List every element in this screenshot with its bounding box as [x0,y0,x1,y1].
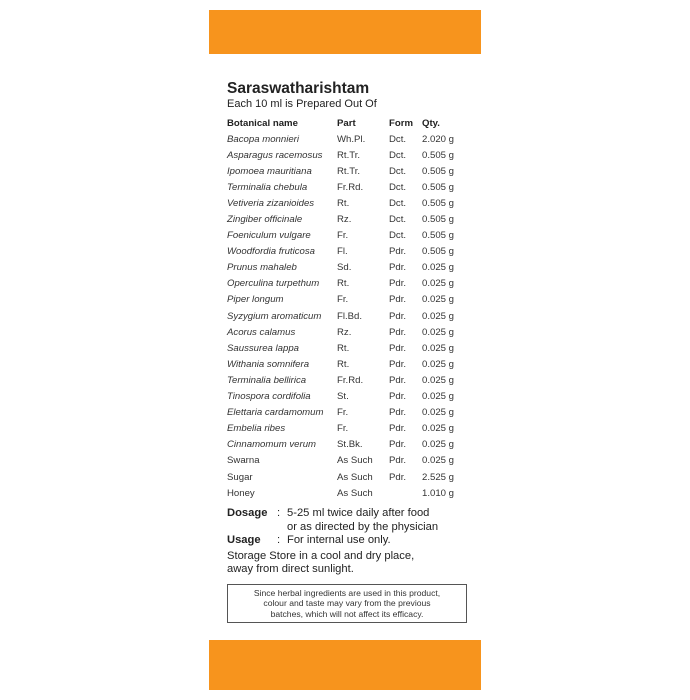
ingredient-form: Pdr. [389,262,407,274]
ingredient-qty: 0.025 g [422,326,455,338]
ingredient-part: Fl.Bd. [337,310,363,322]
table-header-row [227,115,467,131]
storage-line-2: away from direct sunlight. [227,563,354,576]
ingredient-qty: 0.505 g [422,230,455,242]
header-qty: Qty. [422,117,440,129]
ingredient-qty: 0.505 g [422,149,455,161]
ingredient-qty: 0.025 g [422,358,455,370]
ingredient-part: Fr. [337,230,349,242]
ingredient-part: Sd. [337,262,352,274]
table-row [227,437,467,453]
notice-line-2: colour and taste may vary from the previous [263,598,431,609]
notice-line-3: batches, which will not affect its efficacy. [270,608,424,619]
ingredient-form: Pdr. [389,455,407,467]
ingredient-form: Pdr. [389,374,407,386]
table-row [227,260,467,276]
ingredient-form: Dct. [389,149,407,161]
orange-band-bottom [209,640,481,690]
dosage-section [227,507,467,548]
table-row [227,276,467,292]
usage-colon: : [277,534,281,547]
ingredient-name: Withania somnifera [227,358,310,370]
ingredient-qty: 0.025 g [422,391,455,403]
ingredient-part: Rt. [337,358,350,370]
ingredient-name: Acorus calamus [227,326,296,338]
table-row [227,356,467,372]
label-content [227,80,467,623]
ingredient-form: Pdr. [389,358,407,370]
ingredient-qty: 0.025 g [422,278,455,290]
ingredient-name: Terminalia chebula [227,181,308,193]
ingredient-qty: 0.025 g [422,262,455,274]
ingredient-form: Pdr. [389,471,407,483]
orange-band-top [209,10,481,54]
ingredient-qty: 0.505 g [422,246,455,258]
ingredient-form: Pdr. [389,342,407,354]
table-row [227,244,467,260]
ingredient-qty: 0.025 g [422,342,455,354]
ingredient-name: Syzygium aromaticum [227,310,322,322]
ingredient-name: Terminalia bellirica [227,374,307,386]
ingredient-form: Pdr. [389,310,407,322]
ingredient-form: Dct. [389,133,407,145]
table-row [227,131,467,147]
ingredient-qty: 0.025 g [422,407,455,419]
table-row [227,469,467,485]
ingredient-name: Prunus mahaleb [227,262,297,274]
table-row [227,211,467,227]
ingredient-qty: 0.505 g [422,214,455,226]
ingredient-form: Pdr. [389,246,407,258]
ingredient-part: Fl. [337,246,348,258]
ingredient-form: Pdr. [389,439,407,451]
ingredient-name: Honey [227,487,255,499]
ingredient-form: Dct. [389,181,407,193]
usage-row [227,534,467,548]
ingredient-name: Foeniculum vulgare [227,230,311,242]
ingredient-part: Wh.Pl. [337,133,366,145]
ingredient-qty: 2.525 g [422,471,455,483]
ingredient-part: As Such [337,471,373,483]
usage-label: Usage [227,534,261,547]
ingredient-part: Fr. [337,294,349,306]
notice-line-1: Since herbal ingredients are used in this product, [253,587,441,598]
ingredient-part: Rz. [337,326,352,338]
ingredient-form: Pdr. [389,294,407,306]
ingredients-body [227,131,467,501]
ingredient-name: Vetiveria zizanioides [227,197,315,209]
ingredient-qty: 0.025 g [422,294,455,306]
ingredient-qty: 0.505 g [422,165,455,177]
ingredient-qty: 0.025 g [422,374,455,386]
ingredient-form: Dct. [389,214,407,226]
table-row [227,292,467,308]
ingredient-qty: 2.020 g [422,133,455,145]
ingredient-name: Operculina turpethum [227,278,320,290]
table-row [227,389,467,405]
table-row [227,147,467,163]
ingredient-name: Tinospora cordifolia [227,391,311,403]
ingredient-form: Pdr. [389,423,407,435]
dosage-line-1: 5-25 ml twice daily after food [287,507,430,520]
ingredient-name: Piper longum [227,294,284,306]
ingredient-name: Swarna [227,455,260,467]
ingredient-qty: 0.025 g [422,423,455,435]
ingredient-form: Pdr. [389,391,407,403]
ingredient-name: Asparagus racemosus [227,149,323,161]
ingredient-part: Fr. [337,407,349,419]
ingredient-name: Cinnamomum verum [227,439,317,451]
header-form: Form [389,117,413,129]
product-subtitle: Each 10 ml is Prepared Out Of [227,98,377,110]
ingredient-name: Embelia ribes [227,423,286,435]
ingredient-name: Bacopa monnieri [227,133,299,145]
ingredient-form: Pdr. [389,407,407,419]
ingredient-qty: 0.025 g [422,455,455,467]
ingredient-name: Zingiber officinale [227,214,303,226]
storage-line-1: Storage Store in a cool and dry place, [227,549,415,562]
dosage-line-2: or as directed by the physician [287,520,439,533]
ingredient-part: Rt. [337,342,350,354]
ingredient-name: Sugar [227,471,253,483]
dosage-row [227,507,467,534]
table-row [227,179,467,195]
table-row [227,163,467,179]
ingredient-form [389,485,422,501]
table-row [227,405,467,421]
table-row [227,228,467,244]
ingredient-part: Rt.Tr. [337,149,361,161]
storage-section [227,550,467,577]
ingredient-part: Fr.Rd. [337,374,364,386]
herbal-notice-box [227,584,467,624]
product-title: Saraswatharishtam [227,80,370,97]
ingredient-qty: 0.505 g [422,197,455,209]
table-row [227,372,467,388]
table-row [227,340,467,356]
table-row [227,485,467,501]
ingredient-part: St. [337,391,349,403]
ingredient-name: Ipomoea mauritiana [227,165,312,177]
ingredient-part: Fr. [337,423,349,435]
ingredient-part: As Such [337,487,373,499]
table-row [227,421,467,437]
ingredient-qty: 0.025 g [422,439,455,451]
table-row [227,308,467,324]
table-row [227,453,467,469]
table-row [227,324,467,340]
ingredient-name: Woodfordia fruticosa [227,246,315,258]
ingredient-qty: 0.025 g [422,310,455,322]
dosage-label: Dosage [227,507,268,520]
ingredient-form: Dct. [389,197,407,209]
ingredient-part: As Such [337,455,373,467]
product-label [209,10,481,690]
ingredients-table [227,115,467,501]
header-part: Part [337,117,356,129]
header-botanical-name: Botanical name [227,117,298,129]
ingredient-name: Saussurea lappa [227,342,300,354]
ingredient-part: St.Bk. [337,439,363,451]
dosage-value [287,507,467,534]
usage-value: For internal use only. [287,534,391,547]
ingredient-part: Fr.Rd. [337,181,364,193]
dosage-colon: : [277,507,281,520]
ingredient-part: Rt. [337,278,350,290]
ingredient-form: Pdr. [389,326,407,338]
ingredient-form: Dct. [389,230,407,242]
ingredient-name: Elettaria cardamomum [227,407,324,419]
ingredient-form: Pdr. [389,278,407,290]
table-row [227,195,467,211]
ingredient-qty: 0.505 g [422,181,455,193]
ingredient-qty: 1.010 g [422,487,455,499]
ingredient-part: Rt.Tr. [337,165,361,177]
ingredient-form: Dct. [389,165,407,177]
ingredient-part: Rz. [337,214,352,226]
ingredient-part: Rt. [337,197,350,209]
